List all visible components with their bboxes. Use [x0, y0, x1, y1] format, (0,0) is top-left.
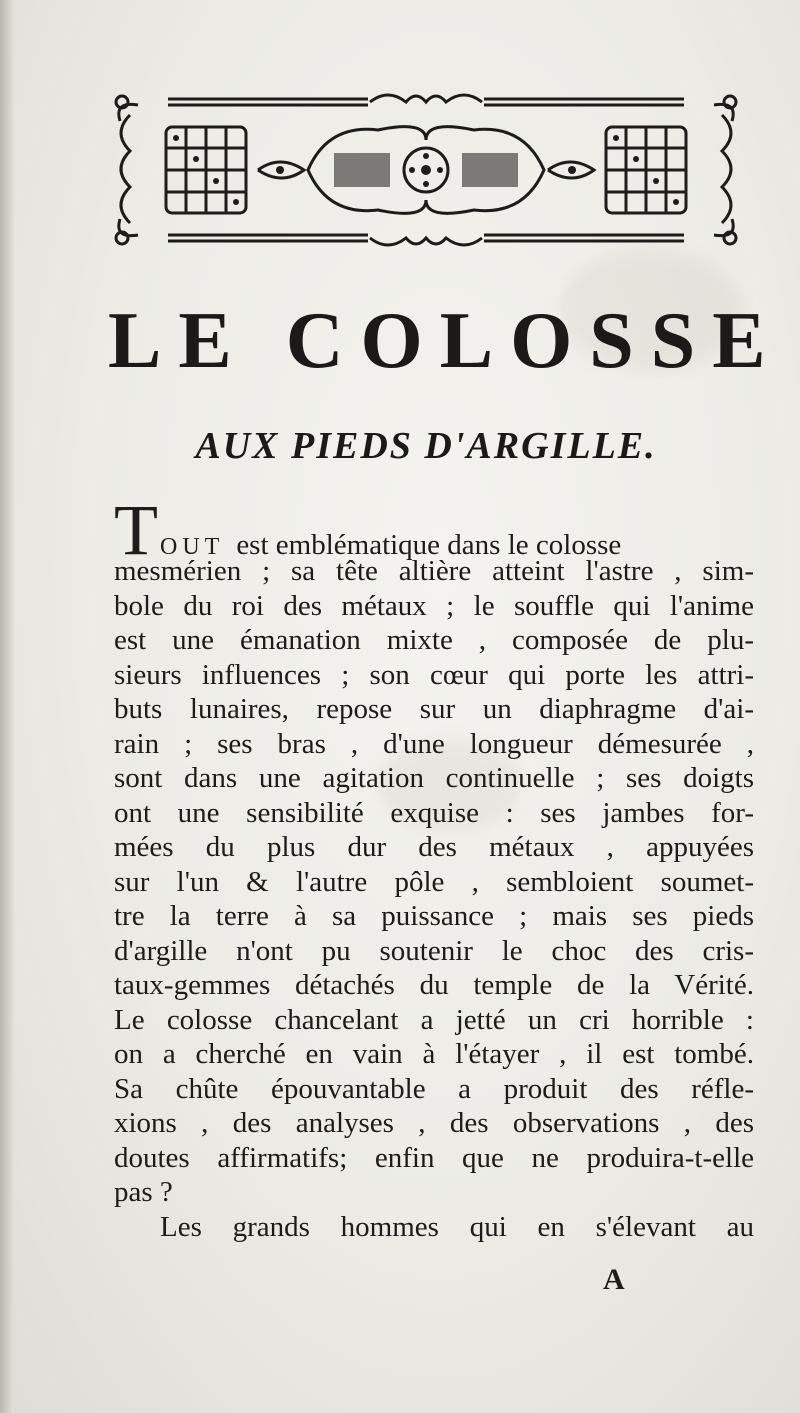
- text-line: Le colosse chancelant a jetté un cri horrible :: [114, 1003, 754, 1036]
- new-paragraph-line: Les grands hommes qui en s'élevant au: [160, 1210, 754, 1243]
- text-line: Sa chûte épouvantable a produit des réfle-: [114, 1072, 754, 1105]
- signature-mark: A: [603, 1263, 625, 1296]
- page-title: LE COLOSSE: [108, 297, 783, 385]
- text-line: d'argille n'ont pu soutenir le choc des cris-: [114, 934, 754, 967]
- first-line-text: est emblématique dans le colosse: [236, 529, 622, 561]
- text-line: doutes affirmatifs; enfin que ne produira-t-elle: [114, 1141, 754, 1174]
- body-paragraph: [114, 490, 754, 1244]
- text-line: ont une sensibilité exquise : ses jambes for-: [114, 796, 754, 829]
- text-line: sur l'un & l'autre pôle , sembloient soumet-: [114, 865, 754, 898]
- first-line: [114, 490, 754, 570]
- text-line: rain ; ses bras , d'une longueur démesurée ,: [114, 727, 754, 760]
- text-line: buts lunaires, repose sur un diaphragme d'ai-: [114, 693, 754, 725]
- text-line: taux-gemmes détachés du temple de la Vérité.: [114, 969, 754, 1001]
- paragraph-end-line: pas ?: [114, 1176, 173, 1208]
- small-caps-word: OUT: [159, 534, 225, 560]
- text-line: mesmérien ; sa tête altière atteint l'astre , sim-: [114, 555, 754, 587]
- drop-cap: T: [114, 490, 158, 570]
- text-line: bole du roi des métaux ; le souffle qui l'anime: [114, 589, 754, 622]
- text-line: xions , des analyses , des observations , des: [114, 1107, 754, 1139]
- text-line: est une émanation mixte , composée de plu-: [114, 624, 754, 656]
- text-line: tre la terre à sa puissance ; mais ses pieds: [114, 900, 754, 932]
- text-line: mées du plus dur des métaux , appuyées: [114, 831, 754, 863]
- page-gutter-shadow: [0, 0, 14, 1413]
- decorative-headpiece: [108, 85, 744, 255]
- page-subtitle: AUX PIEDS D'ARGILLE.: [195, 425, 657, 467]
- text-line: sont dans une agitation continuelle ; ses doigts: [114, 762, 754, 794]
- text-line: sieurs influences ; son cœur qui porte les attri-: [114, 658, 754, 691]
- text-line: on a cherché en vain à l'étayer , il est tombé.: [114, 1038, 754, 1070]
